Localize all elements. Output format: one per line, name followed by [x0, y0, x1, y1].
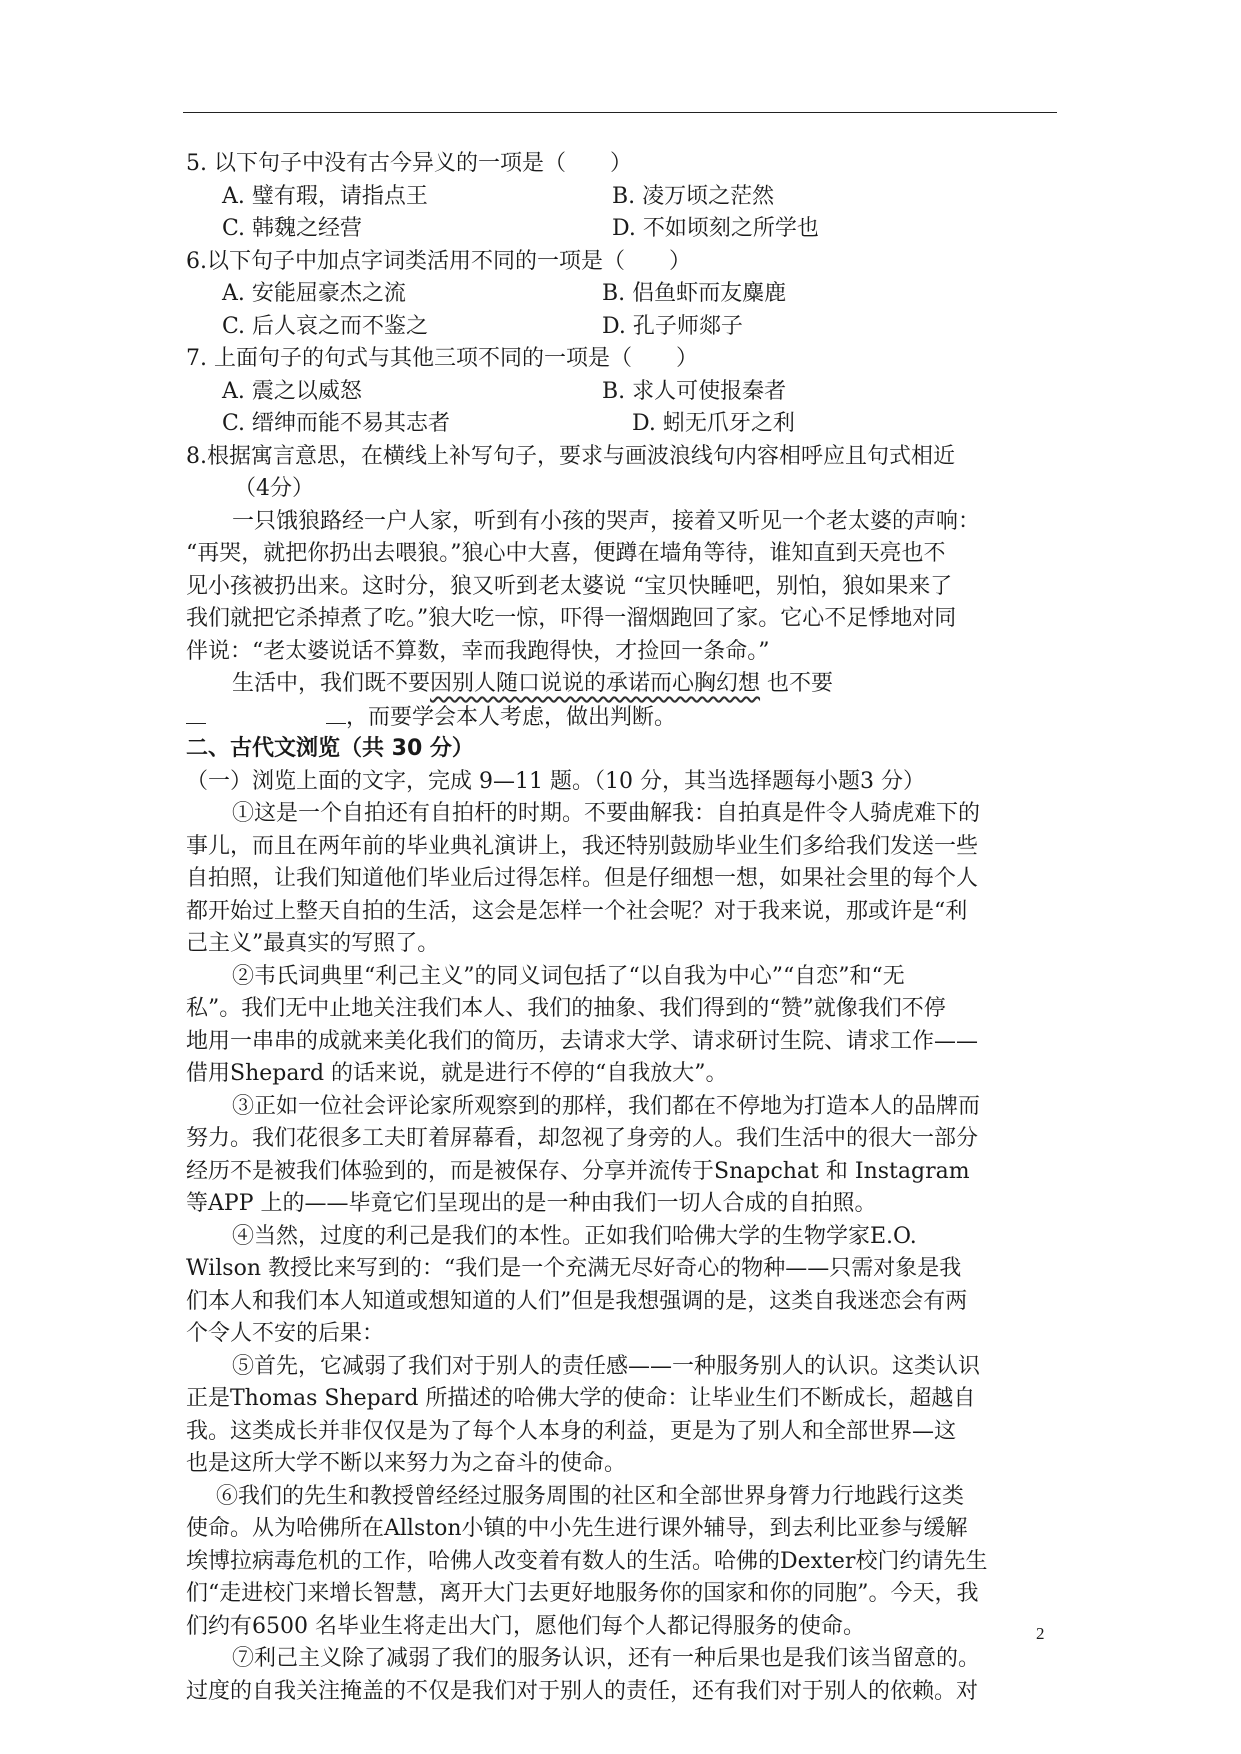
- q8-story-line: 我们就把它杀掉煮了吃。”狼大吃一惊，吓得一溜烟跑回了家。它心不足悸地对同: [186, 606, 957, 631]
- passage-line: 使命。从为哈佛所在Allston小镇的中小先生进行课外辅导，到去利比亚参与缓解: [186, 1516, 968, 1541]
- q7-options-ab: [186, 376, 1086, 409]
- q8-story-line: 见小孩被扔出来。这时分，狼又听到老太婆说 “宝贝快睡吧，别怕，狼如果来了: [186, 573, 953, 599]
- q8-answer-blank-end[interactable]: [326, 701, 346, 724]
- passage-line: ⑦利己主义除了减弱了我们的服务认识，还有一种后果也是我们该当留意的。: [232, 1646, 981, 1671]
- q5-option-d: D. 不如顷刻之所学也: [612, 216, 819, 241]
- q6-options-ab: [186, 278, 1086, 311]
- q8-answer-blank-start[interactable]: [186, 701, 206, 724]
- passage-line: 正是Thomas Shepard 所描述的哈佛大学的使命：让毕业生们不断成长，超越自: [186, 1386, 976, 1411]
- q8-fill-sentence: [186, 668, 1086, 701]
- passage-line: 过度的自我关注掩盖的不仅是我们对于别人的责任，还有我们对于别人的依赖。对: [186, 1678, 979, 1704]
- section2-instruction: （一）浏览上面的文字，完成 9—11 题。（10 分，其当选择题每小题3 分）: [186, 768, 925, 794]
- passage-line: 也是这所大学不断以来努力为之奋斗的使命。: [186, 1451, 627, 1476]
- passage-line: 们约有6500 名毕业生将走出大门，愿他们每个人都记得服务的使命。: [186, 1613, 865, 1639]
- q6-stem: 6.以下句子中加点字词类活用不同的一项是（ ）: [186, 248, 691, 274]
- q8-story-line: “再哭，就把你扔出去喂狼。”狼心中大喜，便蹲在墙角等待，谁知直到天亮也不: [186, 541, 946, 566]
- passage-line: ⑤首先，它减弱了我们对于别人的责任感——一种服务别人的认识。这类认识: [232, 1353, 981, 1379]
- passage-line: 等APP 上的——毕竟它们呈现出的是一种由我们一切人合成的自拍照。: [186, 1191, 877, 1216]
- page-number: 2: [1036, 1624, 1045, 1643]
- header-rule: [183, 112, 1057, 113]
- passage-line: ④当然，过度的利己是我们的本性。正如我们哈佛大学的生物学家E.O.: [232, 1223, 917, 1249]
- passage-line: 己主义”最真实的写照了。: [186, 931, 440, 956]
- q5-stem: 5. 以下句子中没有古今异义的一项是（ ）: [186, 151, 632, 176]
- passage-line: 都开始过上整天自拍的生活，这会是怎样一个社会呢？对于我来说，那或许是“利: [186, 898, 968, 924]
- q8-sentence-start: 生活中，我们既不要: [232, 671, 431, 696]
- q7-option-c: C. 缙绅而能不易其志者: [222, 411, 451, 436]
- passage-line: ①这是一个自拍还有自拍杆的时期。不要曲解我：自拍真是件令人骑虎难下的: [232, 801, 981, 826]
- q8-fill-line: [186, 701, 1086, 734]
- q6-option-a: A. 安能屈豪杰之流: [222, 281, 406, 306]
- passage-line: 我。这类成长并非仅仅是为了每个人本身的利益，更是为了别人和全部世界—这: [186, 1418, 957, 1444]
- q7-option-b: B. 求人可使报秦者: [602, 378, 787, 404]
- passage-line: 事儿，而且在两年前的毕业典礼演讲上，我还特别鼓励毕业生们多给我们发送一些: [186, 833, 979, 859]
- section2-title: 二、古代文浏览（共 30 分）: [186, 736, 474, 761]
- q5-options-cd: [186, 213, 1086, 246]
- q7-stem: 7. 上面句子的句式与其他三项不同的一项是（ ）: [186, 346, 698, 371]
- page-content: [186, 148, 1086, 1708]
- q6-option-c: C. 后人哀之而不鉴之: [222, 313, 429, 339]
- q6-option-b: B. 侣鱼虾而友麋鹿: [602, 281, 787, 306]
- q7-option-a: A. 震之以威怒: [222, 378, 362, 404]
- q8-story-line: 一只饿狼路经一户人家，听到有小孩的哭声，接着又听见一个老太婆的声响：: [232, 508, 981, 534]
- passage-line: ③正如一位社会评论家所观察到的那样，我们都在不停地为打造本人的品牌而: [232, 1093, 981, 1119]
- q5-option-c: C. 韩魏之经营: [222, 216, 363, 241]
- passage-line: ⑥我们的先生和教授曾经经过服务周围的社区和全部世界身膂力行地践行这类: [216, 1483, 965, 1509]
- q8-story-line: 伴说：“老太婆说话不算数，幸而我跑得快，才捡回一条命。”: [186, 638, 770, 664]
- passage-line: 私”。我们无中止地关注我们本人、我们的抽象、我们得到的“赞”就像我们不停: [186, 996, 946, 1021]
- passage: [186, 798, 1086, 1708]
- passage-line: 借用Shepard 的话来说，就是进行不停的“自我放大”。: [186, 1061, 728, 1086]
- passage-line: 埃博拉病毒危机的工作，哈佛人改变着有数人的生活。哈佛的Dexter校门约请先生: [186, 1548, 988, 1574]
- q7-options-cd: [186, 408, 1086, 441]
- q8-sentence-end: ，而要学会本人考虑，做出判断。: [346, 704, 677, 730]
- q5-option-a: A. 璧有瑕，请指点王: [222, 183, 428, 209]
- q8-score: （4分）: [234, 476, 314, 501]
- q6-option-d: D. 孔子师郯子: [602, 313, 743, 339]
- q8-stem: 8.根据寓言意思，在横线上补写句子，要求与画波浪线句内容相呼应且句式相近: [186, 443, 955, 469]
- q7-option-d: D. 蚓无爪牙之利: [632, 411, 795, 436]
- passage-line: 个令人不安的后果：: [186, 1321, 385, 1346]
- q8-wavy-underlined-text: 因别人随口说说的承诺而心胸幻想: [430, 671, 761, 696]
- q5-options-ab: [186, 181, 1086, 214]
- q5-option-b: B. 凌万顷之茫然: [612, 183, 775, 209]
- q6-options-cd: [186, 311, 1086, 344]
- passage-line: 们本人和我们本人知道或想知道的人们”但是我想强调的是，这类自我迷恋会有两: [186, 1288, 968, 1314]
- passage-line: Wilson 教授比来写到的：“我们是一个充满无尽好奇心的物种——只需对象是我: [186, 1256, 962, 1281]
- passage-line: 自拍照，让我们知道他们毕业后过得怎样。但是仔细想一想，如果社会里的每个人: [186, 866, 979, 891]
- passage-line: 地用一串串的成就来美化我们的简历，去请求大学、请求研讨生院、请求工作——: [186, 1028, 979, 1054]
- q8-sentence-mid: 也不要: [760, 671, 834, 696]
- passage-line: 努力。我们花很多工夫盯着屏幕看，却忽视了身旁的人。我们生活中的很大一部分: [186, 1126, 979, 1151]
- passage-line: ②韦氏词典里“利己主义”的同义词包括了“以自我为中心”“自恋”和“无: [232, 963, 905, 989]
- passage-line: 经历不是被我们体验到的，而是被保存、分享并流传于Snapchat 和 Instagram: [186, 1158, 970, 1184]
- passage-line: 们“走进校门来增长智慧，离开大门去更好地服务你的国家和你的同胞”。今天，我: [186, 1581, 979, 1606]
